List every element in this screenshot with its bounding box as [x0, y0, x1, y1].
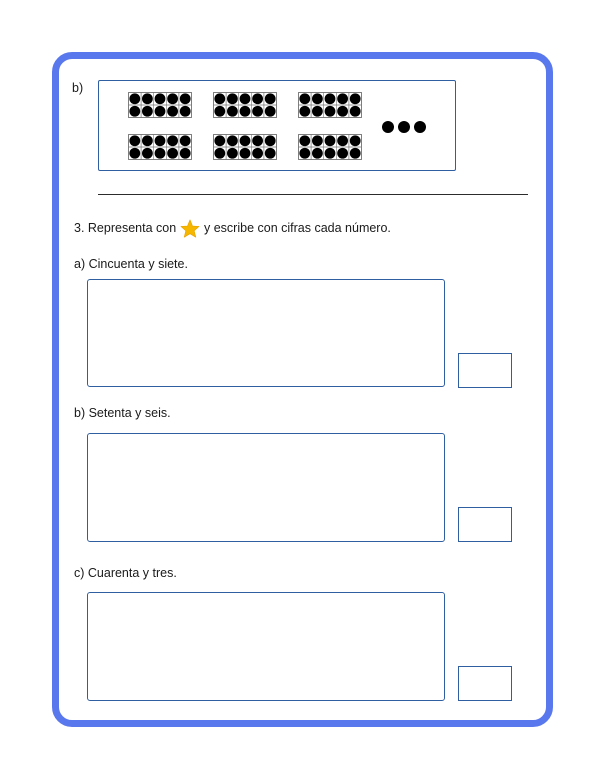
counter-dot	[414, 121, 426, 133]
ten-frame-counter	[337, 148, 348, 159]
ten-frame-counter	[167, 148, 178, 159]
ten-frame-counter	[129, 148, 140, 159]
drawing-area-a[interactable]	[87, 279, 445, 387]
drawing-area-b[interactable]	[87, 433, 445, 542]
ten-frame	[298, 92, 362, 118]
star-icon	[180, 219, 200, 238]
ten-frame-counter	[155, 106, 166, 117]
counter-dot	[398, 121, 410, 133]
ten-frame-counter	[350, 106, 361, 117]
ten-frame	[213, 92, 277, 118]
ten-frame-counter	[337, 135, 348, 146]
ten-frame-counter	[299, 148, 310, 159]
ten-frame-counter	[325, 148, 336, 159]
number-box-c[interactable]	[458, 666, 512, 701]
ten-frame-counter	[312, 93, 323, 104]
number-box-b[interactable]	[458, 507, 512, 542]
ten-frame-counter	[350, 148, 361, 159]
ten-frame-counter	[240, 93, 251, 104]
ten-frame-counter	[214, 93, 225, 104]
ten-frame-counter	[129, 135, 140, 146]
ten-frame	[213, 134, 277, 160]
ten-frame-counter	[142, 93, 153, 104]
ten-frame-counter	[180, 93, 191, 104]
ten-frame-counter	[214, 148, 225, 159]
ten-frame-counter	[325, 106, 336, 117]
ten-frame-counter	[214, 106, 225, 117]
ten-frame-counter	[325, 93, 336, 104]
ten-frame	[298, 134, 362, 160]
ten-frame-counter	[312, 135, 323, 146]
item-b-label: b) Setenta y seis.	[74, 406, 171, 420]
ten-frame-counter	[142, 106, 153, 117]
ten-frame-counter	[167, 106, 178, 117]
ten-frame-counter	[142, 135, 153, 146]
ten-frame-counter	[227, 106, 238, 117]
ten-frame-counter	[265, 93, 276, 104]
ten-frame-counter	[180, 135, 191, 146]
ten-frame-counter	[265, 106, 276, 117]
ten-frame-counter	[227, 135, 238, 146]
ten-frame-counter	[240, 148, 251, 159]
ten-frame-counter	[167, 93, 178, 104]
ten-frame-counter	[142, 148, 153, 159]
ten-frame	[128, 92, 192, 118]
counter-dot	[382, 121, 394, 133]
ten-frame-counter	[265, 148, 276, 159]
ten-frame	[128, 134, 192, 160]
exercise-3-instruction-end: y escribe con cifras cada número.	[204, 221, 391, 235]
ten-frame-counter	[299, 106, 310, 117]
ten-frame-counter	[155, 93, 166, 104]
ten-frame-counter	[180, 148, 191, 159]
ten-frame-counter	[337, 93, 348, 104]
ten-frame-counter	[312, 106, 323, 117]
ten-frame-counter	[337, 106, 348, 117]
ten-frame-counter	[252, 93, 263, 104]
drawing-area-c[interactable]	[87, 592, 445, 701]
ten-frame-counter	[252, 148, 263, 159]
part-b-label: b)	[72, 81, 84, 95]
ten-frame-counter	[299, 93, 310, 104]
item-a-label: a) Cincuenta y siete.	[74, 257, 188, 271]
ten-frame-counter	[350, 93, 361, 104]
ten-frame-counter	[129, 93, 140, 104]
ten-frame-counter	[265, 135, 276, 146]
ten-frame-counter	[180, 106, 191, 117]
ten-frame-counter	[325, 135, 336, 146]
ten-frame-counter	[227, 148, 238, 159]
ten-frame-counter	[167, 135, 178, 146]
ten-frame-counter	[227, 93, 238, 104]
number-box-a[interactable]	[458, 353, 512, 388]
ten-frame-counter	[214, 135, 225, 146]
ten-frame-counter	[252, 106, 263, 117]
ten-frame-counter	[240, 135, 251, 146]
section-divider	[98, 194, 528, 195]
ten-frame-counter	[312, 148, 323, 159]
exercise-3-instruction-start: 3. Representa con	[74, 221, 177, 235]
item-c-label: c) Cuarenta y tres.	[74, 566, 177, 580]
ten-frame-counter	[350, 135, 361, 146]
ten-frame-counter	[155, 148, 166, 159]
ten-frame-counter	[129, 106, 140, 117]
ten-frame-counter	[252, 135, 263, 146]
ten-frame-counter	[155, 135, 166, 146]
ten-frame-counter	[240, 106, 251, 117]
ten-frame-counter	[299, 135, 310, 146]
